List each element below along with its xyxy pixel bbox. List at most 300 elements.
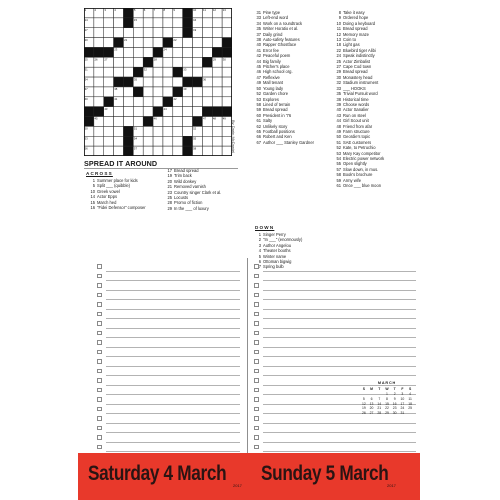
clue-number: 35	[256, 26, 261, 32]
clue-number: 52	[256, 91, 261, 97]
planner-line	[106, 299, 240, 300]
grid-black-square	[183, 28, 193, 38]
clue	[84, 205, 146, 210]
weekday-label: S	[408, 386, 412, 391]
grid-square	[173, 47, 183, 57]
mini-calendar-day: 1	[386, 391, 388, 396]
checkbox[interactable]	[97, 302, 102, 307]
clue-text: March hed	[97, 199, 117, 205]
grid-square	[163, 117, 173, 127]
grid-number: 14	[84, 18, 88, 23]
grid-square	[114, 18, 124, 28]
clue	[250, 140, 314, 145]
clue-number: 31	[256, 10, 261, 15]
grid-number: 43	[104, 106, 108, 111]
grid-square	[143, 77, 153, 87]
mini-calendar-day: 5	[362, 396, 365, 401]
clue-number: 6	[258, 259, 261, 265]
grid-black-square	[114, 38, 124, 48]
clue-text: Big family	[263, 58, 281, 64]
checkbox[interactable]	[254, 283, 259, 288]
clue-number: 35	[336, 91, 341, 97]
clue-text: Light gas	[343, 42, 360, 48]
across-clues-col-1	[84, 178, 146, 210]
checkbox[interactable]	[97, 426, 102, 431]
grid-square	[163, 67, 173, 77]
checkbox[interactable]	[97, 369, 102, 374]
grid-square	[222, 77, 232, 87]
grid-square	[133, 97, 143, 107]
grid-number: 21	[124, 37, 128, 42]
grid-square	[163, 18, 173, 28]
clue-number: 34	[256, 20, 261, 26]
grid-number: 20	[84, 37, 88, 42]
clue-text: Rapper Ghostface	[263, 42, 297, 48]
grid-number: 36	[203, 77, 207, 82]
clue-number: 42	[256, 53, 261, 59]
grid-square	[202, 136, 212, 146]
grid-square	[94, 146, 104, 156]
planner-line	[106, 394, 240, 395]
grid-square	[193, 38, 203, 48]
grid-black-square	[94, 107, 104, 117]
across-clues-col-3	[250, 10, 314, 145]
grid-number: 15	[133, 18, 138, 23]
planner-line	[263, 280, 416, 281]
clue-text: Electric power network	[343, 155, 385, 161]
grid-square	[212, 18, 222, 28]
clue-number: 23	[167, 189, 172, 195]
mini-calendar-day: 3	[401, 391, 404, 396]
grid-square	[153, 28, 163, 38]
grid-square	[212, 126, 222, 136]
planner-line	[106, 337, 240, 338]
grid-number: 50	[84, 126, 88, 131]
weekday-label: T	[393, 386, 396, 391]
checkbox[interactable]	[97, 359, 102, 364]
grid-square	[123, 87, 133, 97]
checkbox[interactable]	[97, 416, 102, 421]
planner-line	[106, 432, 240, 433]
clue-number: 53	[336, 150, 341, 156]
grid-black-square	[84, 107, 94, 117]
planner-line	[106, 375, 240, 376]
clue-number: 50	[256, 85, 261, 91]
grid-number: 49	[222, 116, 226, 121]
grid-square	[94, 67, 104, 77]
grid-black-square	[183, 146, 193, 156]
grid-square	[104, 146, 114, 156]
grid-number: 47	[203, 116, 207, 121]
grid-number: 34	[84, 77, 88, 82]
grid-square	[133, 38, 143, 48]
planner-line	[263, 271, 416, 272]
checkbox[interactable]	[254, 397, 259, 402]
clue-text: Friend from afar	[343, 123, 373, 129]
grid-black-square	[202, 107, 212, 117]
checkbox[interactable]	[254, 293, 259, 298]
grid-square	[183, 47, 193, 57]
checkbox[interactable]	[254, 321, 259, 326]
grid-number: 32	[143, 67, 147, 72]
grid-black-square	[143, 57, 153, 67]
clue-number: 51	[336, 139, 341, 145]
mini-calendar-day	[406, 411, 414, 416]
planner-line	[263, 328, 416, 329]
clue-number: 40	[256, 42, 261, 48]
grid-black-square	[193, 117, 203, 127]
checkbox[interactable]	[254, 426, 259, 431]
clue-number: 62	[256, 123, 261, 129]
grid-square	[153, 67, 163, 77]
mini-calendar-month: MARCH	[377, 381, 397, 385]
clue-number: 5	[258, 253, 261, 259]
mini-calendar-day: 23	[392, 406, 397, 411]
grid-number: 33	[183, 67, 187, 72]
clue-number: 20	[167, 178, 172, 184]
grid-black-square	[153, 47, 163, 57]
grid-square	[193, 67, 203, 77]
clue	[161, 206, 221, 211]
grid-square	[123, 117, 133, 127]
grid-black-square	[202, 57, 212, 67]
grid-square	[104, 18, 114, 28]
grid-black-square	[183, 136, 193, 146]
grid-square	[202, 146, 212, 156]
mini-calendar-day: 14	[377, 401, 382, 406]
grid-number: 57	[133, 146, 138, 151]
clue-text: Split ___ (quibble)	[97, 183, 130, 189]
clue-text: Winter name	[263, 253, 287, 259]
planner-line	[106, 290, 240, 291]
grid-square	[173, 18, 183, 28]
mini-calendar-day: 11	[408, 396, 412, 401]
grid-black-square	[123, 146, 133, 156]
checkbox[interactable]	[97, 274, 102, 279]
weekday-label: T	[378, 386, 381, 391]
planner-line	[106, 413, 240, 414]
clue-text: In the ___ of luxury	[174, 205, 209, 211]
clue-text: Football positions	[263, 128, 295, 134]
crossword-grid	[84, 8, 232, 156]
checkbox[interactable]	[97, 312, 102, 317]
grid-square	[193, 97, 203, 107]
grid-black-square	[123, 77, 133, 87]
grid-black-square	[183, 77, 193, 87]
grid-black-square	[94, 47, 104, 57]
grid-number: 35	[133, 77, 138, 82]
clue-number: 18	[336, 42, 341, 48]
clue-text: Historical time	[343, 96, 369, 102]
grid-number: 6	[143, 8, 146, 13]
grid-square	[153, 126, 163, 136]
grid-number: 22	[173, 37, 177, 42]
grid-square	[183, 126, 193, 136]
clue-number: 4	[258, 248, 261, 254]
grid-square	[104, 38, 114, 48]
clue-text: High school org.	[263, 69, 293, 75]
grid-square	[133, 28, 143, 38]
clue-text: Writer Horatio et al.	[263, 26, 299, 32]
grid-square	[183, 57, 193, 67]
grid-number: 13	[222, 8, 226, 13]
grid-number: 58	[193, 146, 197, 151]
grid-square	[143, 146, 153, 156]
clue-number: 29	[336, 69, 341, 75]
checkbox[interactable]	[254, 312, 259, 317]
clue-text: Summer place for kids	[97, 178, 138, 183]
grid-black-square	[133, 87, 143, 97]
grid-square	[123, 47, 133, 57]
down-heading: DOWN	[255, 225, 275, 230]
grid-square	[114, 146, 124, 156]
weekday-label: F	[401, 386, 404, 391]
mini-calendar-day: 20	[369, 406, 374, 411]
clue-text: Greek vowel	[97, 188, 120, 194]
checkbox[interactable]	[97, 321, 102, 326]
clue-number: 27	[336, 64, 341, 70]
clue-text: Pitcher's place	[263, 64, 290, 70]
clue-text: Actor Sanalier	[343, 107, 369, 113]
clue-text: Bread spread	[263, 107, 288, 113]
checkbox[interactable]	[97, 378, 102, 383]
grid-square	[163, 146, 173, 156]
grid-black-square	[123, 18, 133, 28]
checkbox[interactable]	[254, 340, 259, 345]
grid-number: 1	[84, 8, 87, 13]
grid-square	[222, 87, 232, 97]
grid-square	[133, 117, 143, 127]
grid-square	[114, 136, 124, 146]
grid-number: 8	[163, 8, 166, 13]
clue-text: Ordered hope	[343, 15, 369, 21]
grid-square	[183, 97, 193, 107]
checkbox[interactable]	[254, 350, 259, 355]
checkbox[interactable]	[254, 435, 259, 440]
grid-square	[114, 57, 124, 67]
clue-text: Doing a keyboard	[343, 20, 376, 26]
mini-calendar-day: 30	[392, 411, 397, 416]
mini-calendar-day: 19	[361, 406, 366, 411]
grid-black-square	[123, 126, 133, 136]
checkbox[interactable]	[254, 445, 259, 450]
clue-text: Stadium instrument	[343, 80, 379, 86]
grid-square	[123, 67, 133, 77]
clue-number: 3	[258, 242, 261, 248]
sunday-year: 2017	[387, 483, 396, 488]
weekday-label: M	[370, 386, 373, 391]
mini-calendar-day: 17	[400, 401, 405, 406]
clue-text: Reflexive	[263, 74, 280, 80]
clue-number: 50	[336, 134, 341, 140]
checkbox[interactable]	[97, 283, 102, 288]
clue-number: 16	[90, 205, 95, 211]
grid-number: 46	[153, 116, 157, 121]
clue-number: 1	[92, 178, 95, 183]
clue-text: Left-end word	[263, 15, 289, 21]
clue-text: Pine type	[263, 10, 281, 15]
checkbox[interactable]	[254, 388, 259, 393]
checkbox[interactable]	[254, 264, 259, 269]
checkbox[interactable]	[97, 445, 102, 450]
clue-text: Singer Perry	[263, 232, 286, 237]
clue-number: 57	[336, 166, 341, 172]
grid-square	[163, 57, 173, 67]
grid-black-square	[212, 47, 222, 57]
grid-number: 19	[193, 27, 197, 32]
planner-line	[106, 451, 240, 452]
grid-square	[104, 28, 114, 38]
grid-number: 31	[84, 67, 88, 72]
clue-text: SAE customers	[343, 139, 372, 145]
grid-square	[94, 77, 104, 87]
checkbox[interactable]	[254, 359, 259, 364]
clue-number: 13	[336, 37, 341, 43]
clue-text: Author Angelou	[263, 242, 291, 248]
planner-line	[263, 451, 416, 452]
clue-text: Army wife	[343, 177, 361, 183]
grid-square	[94, 97, 104, 107]
grid-square	[104, 67, 114, 77]
checkbox[interactable]	[97, 340, 102, 345]
planner-line	[263, 375, 416, 376]
grid-number: 40	[84, 97, 88, 101]
planner-line	[106, 366, 240, 367]
clue-text: Coin to	[343, 37, 356, 43]
planner-line	[106, 328, 240, 329]
checkbox[interactable]	[254, 416, 259, 421]
checkbox[interactable]	[254, 407, 259, 412]
clue-text: Mall tenant	[263, 80, 284, 86]
clue-text: Ottoman bigwig	[263, 259, 292, 265]
mini-calendar-day: 28	[377, 411, 382, 416]
clue-number: 49	[336, 128, 341, 134]
planner-line	[106, 318, 240, 319]
clue-number: 43	[336, 112, 341, 118]
clue-text: Garden chore	[263, 91, 289, 97]
grid-number: 30	[222, 57, 226, 62]
grid-number: 17	[84, 27, 88, 32]
grid-square	[143, 97, 153, 107]
grid-number: 10	[193, 8, 197, 13]
clue-number: 2	[258, 237, 261, 243]
checkbox[interactable]	[254, 274, 259, 279]
mini-calendar-day: 15	[385, 401, 389, 406]
planner-line	[263, 432, 416, 433]
grid-square	[143, 136, 153, 146]
grid-square	[143, 87, 153, 97]
planner-line	[106, 423, 240, 424]
planner-line	[106, 442, 240, 443]
grid-square	[212, 87, 222, 97]
clue-number: 25	[336, 58, 341, 64]
grid-square	[143, 47, 153, 57]
grid-black-square	[183, 8, 193, 18]
grid-square	[212, 67, 222, 77]
clue-text: Work on a roundtrack	[263, 20, 303, 26]
mini-calendar-day: 24	[400, 406, 405, 411]
grid-square	[143, 107, 153, 117]
grid-black-square	[212, 107, 222, 117]
clue-text: Error fee	[263, 47, 279, 53]
grid-square	[104, 77, 114, 87]
clue-text: Bluebird tiger Alibi	[343, 47, 376, 53]
grid-black-square	[193, 77, 203, 87]
checkbox[interactable]	[254, 331, 259, 336]
checkbox[interactable]	[97, 264, 102, 269]
grid-square	[114, 117, 124, 127]
checkbox[interactable]	[254, 302, 259, 307]
grid-black-square	[222, 38, 232, 48]
clue-text: Memory maze	[343, 31, 369, 37]
grid-square	[173, 136, 183, 146]
mini-calendar-day: 10	[400, 396, 405, 401]
mini-calendar-table	[360, 387, 414, 416]
clue-text: Actor Epps	[97, 194, 118, 200]
checkbox[interactable]	[97, 407, 102, 412]
grid-number: 56	[84, 146, 88, 151]
checkbox[interactable]	[97, 388, 102, 393]
checkbox[interactable]	[97, 350, 102, 355]
mini-calendar-day: 4	[409, 391, 412, 396]
grid-square	[114, 67, 124, 77]
checkbox[interactable]	[97, 397, 102, 402]
clue-text: Monastery head	[343, 74, 373, 80]
checkbox[interactable]	[97, 331, 102, 336]
clue-number: 15	[90, 199, 95, 205]
clue-text: Mary Kay competitor	[343, 150, 381, 156]
clue-number: 54	[336, 155, 341, 161]
grid-number: 3	[104, 8, 106, 13]
grid-square	[183, 107, 193, 117]
clue-number: 8	[338, 10, 341, 15]
checkbox[interactable]	[97, 293, 102, 298]
grid-number: 24	[163, 47, 167, 52]
grid-square	[133, 47, 143, 57]
checkbox[interactable]	[254, 378, 259, 383]
clue-text: Trivial Pursuit word	[343, 91, 378, 97]
clue-number: 58	[256, 101, 261, 107]
mini-calendar-day: 7	[378, 396, 381, 401]
planner-line	[263, 309, 416, 310]
grid-square	[123, 57, 133, 67]
saturday-date: Saturday 4 March	[88, 462, 227, 485]
planner-line	[106, 347, 240, 348]
mini-calendar-day: 9	[393, 396, 396, 401]
grid-square	[212, 38, 222, 48]
grid-square	[133, 57, 143, 67]
grid-black-square	[163, 97, 173, 107]
clue-number: 33	[336, 85, 341, 91]
grid-square	[173, 146, 183, 156]
mini-calendar-day: 13	[369, 401, 374, 406]
checkbox[interactable]	[97, 435, 102, 440]
mini-calendar-day: 16	[392, 401, 397, 406]
planner-line	[263, 347, 416, 348]
grid-square	[173, 126, 183, 136]
checkbox[interactable]	[254, 369, 259, 374]
clue-number: 10	[90, 188, 95, 194]
grid-square	[94, 38, 104, 48]
grid-number: 4	[114, 8, 116, 13]
mini-calendar-day: 25	[408, 406, 412, 411]
grid-square	[193, 47, 203, 57]
clue-text: Spring bulb	[263, 264, 284, 270]
grid-square	[183, 117, 193, 127]
clue-text: Young lady	[263, 85, 284, 91]
grid-square	[143, 18, 153, 28]
grid-square	[133, 107, 143, 117]
